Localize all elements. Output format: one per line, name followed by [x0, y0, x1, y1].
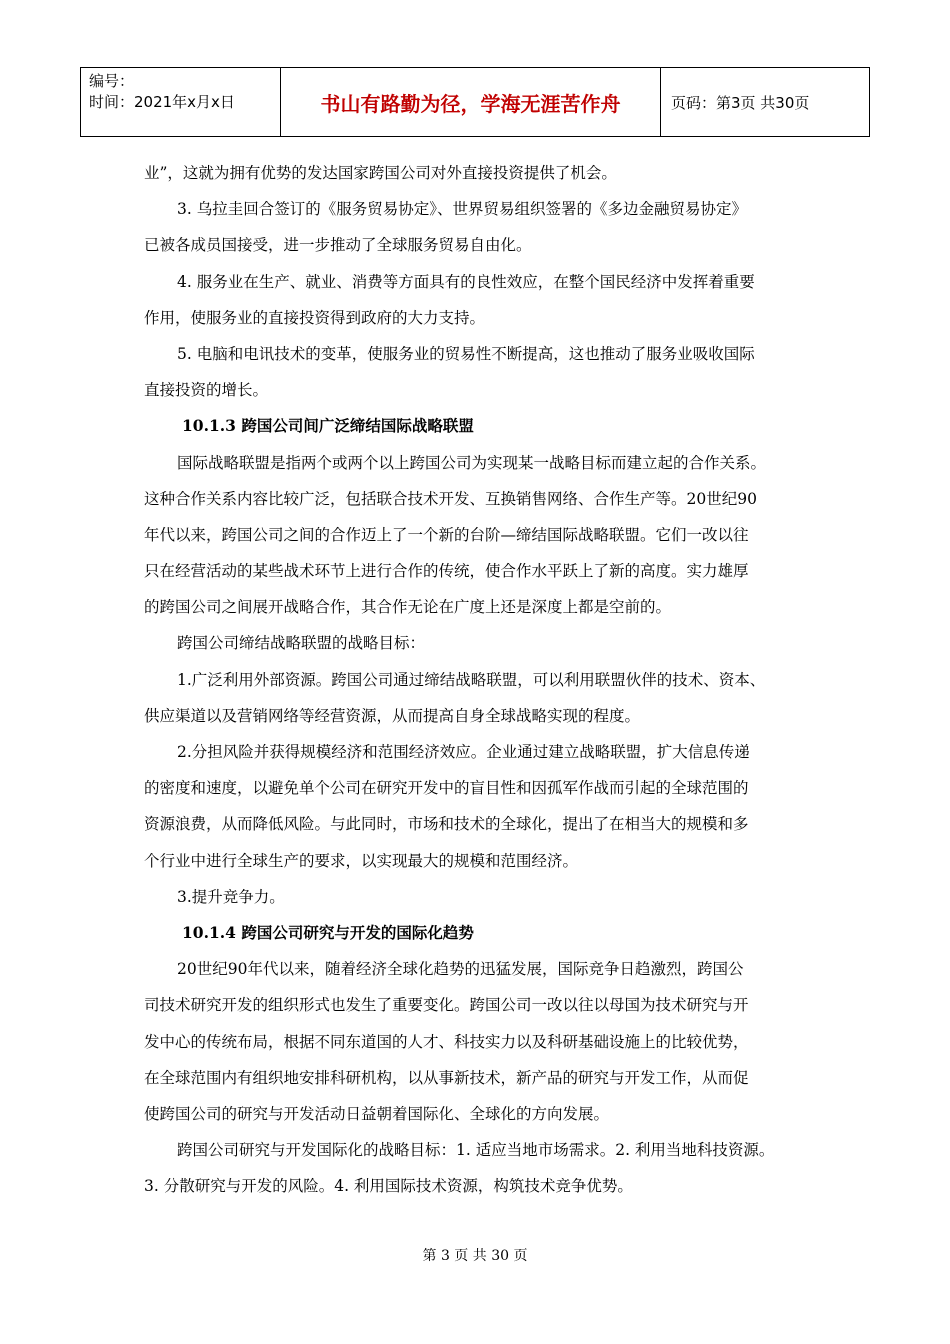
text-line: 在全球范围内有组织地安排科研机构，以从事新技术，新产品的研究与开发工作，从而促	[144, 1068, 749, 1087]
text-line: 司技术研究开发的组织形式也发生了重要变化。跨国公司一改以往以母国为技术研究与开	[144, 996, 749, 1015]
page-footer: 第 3 页 共 30 页	[422, 1248, 528, 1264]
header-meta	[81, 68, 281, 136]
header-page-info: 页码：第3页 共30页	[671, 93, 810, 112]
text-line: 供应渠道以及营销网络等经营资源，从而提高自身全球战略实现的程度。	[144, 706, 641, 725]
text-line: 3.提升竞争力。	[177, 887, 285, 906]
text-line: 跨国公司研究与开发国际化的战略目标：1. 适应当地市场需求。2. 利用当地科技资源。	[177, 1141, 775, 1160]
text-line: 发中心的传统布局，根据不同东道国的人才、科技实力以及科研基础设施上的比较优势，	[144, 1032, 749, 1051]
text-line: 跨国公司缔结战略联盟的战略目标：	[177, 634, 426, 653]
document-number-label: 编号：	[89, 72, 135, 90]
text-line: 2.分担风险并获得规模经济和范围经济效应。企业通过建立战略联盟，扩大信息传递	[177, 743, 750, 761]
text-line: 个行业中进行全球生产的要求，以实现最大的规模和范围经济。	[144, 851, 579, 870]
text-line: 1.广泛利用外部资源。跨国公司通过缔结战略联盟，可以利用联盟伙伴的技术、资本、	[177, 670, 766, 689]
text-line: 5. 电脑和电讯技术的变革，使服务业的贸易性不断提高，这也推动了服务业吸收国际	[177, 344, 755, 363]
body-text	[144, 155, 824, 1204]
text-line: 的跨国公司之间展开战略合作，其合作无论在广度上还是深度上都是空前的。	[144, 598, 672, 617]
section-heading: 10.1.3 跨国公司间广泛缔结国际战略联盟	[182, 416, 474, 436]
text-line: 业”，这就为拥有优势的发达国家跨国公司对外直接投资提供了机会。	[144, 164, 617, 182]
text-line: 4. 服务业在生产、就业、消费等方面具有的良性效应，在整个国民经济中发挥着重要	[177, 272, 755, 291]
text-line: 资源浪费，从而降低风险。与此同时，市场和技术的全球化，提出了在相当大的规模和多	[144, 815, 749, 834]
section-heading: 10.1.4 跨国公司研究与开发的国际化趋势	[182, 922, 474, 942]
text-line: 3. 乌拉圭回合签订的《服务贸易协定》、世界贸易组织签署的《多边金融贸易协定》	[177, 200, 747, 219]
text-line: 3. 分散研究与开发的风险。4. 利用国际技术资源，构筑技术竞争优势。	[144, 1177, 633, 1196]
text-line: 国际战略联盟是指两个或两个以上跨国公司为实现某一战略目标而建立起的合作关系。	[177, 453, 767, 472]
text-line: 作用，使服务业的直接投资得到政府的大力支持。	[144, 308, 486, 327]
text-line: 的密度和速度，以避免单个公司在研究开发中的盲目性和因孤军作战而引起的全球范围的	[144, 779, 749, 798]
text-line: 使跨国公司的研究与开发活动日益朝着国际化、全球化的方向发展。	[144, 1104, 610, 1123]
text-line: 已被各成员国接受，进一步推动了全球服务贸易自由化。	[144, 236, 532, 255]
page-header	[80, 67, 870, 137]
header-motto: 书山有路勤为径，学海无涯苦作舟	[281, 68, 661, 136]
text-line: 年代以来，跨国公司之间的合作迈上了一个新的台阶—缔结国际战略联盟。它们一改以往	[144, 525, 749, 544]
text-line: 20世纪90年代以来，随着经济全球化趋势的迅猛发展，国际竞争日趋激烈，跨国公	[177, 960, 744, 979]
text-line: 直接投资的增长。	[144, 381, 269, 400]
text-line: 这种合作关系内容比较广泛，包括联合技术开发、互换销售网络、合作生产等。20世纪90	[144, 489, 757, 508]
document-date: 时间：2021年x月x日	[89, 93, 235, 111]
text-line: 只在经营活动的某些战术环节上进行合作的传统，使合作水平跃上了新的高度。实力雄厚	[144, 562, 749, 581]
